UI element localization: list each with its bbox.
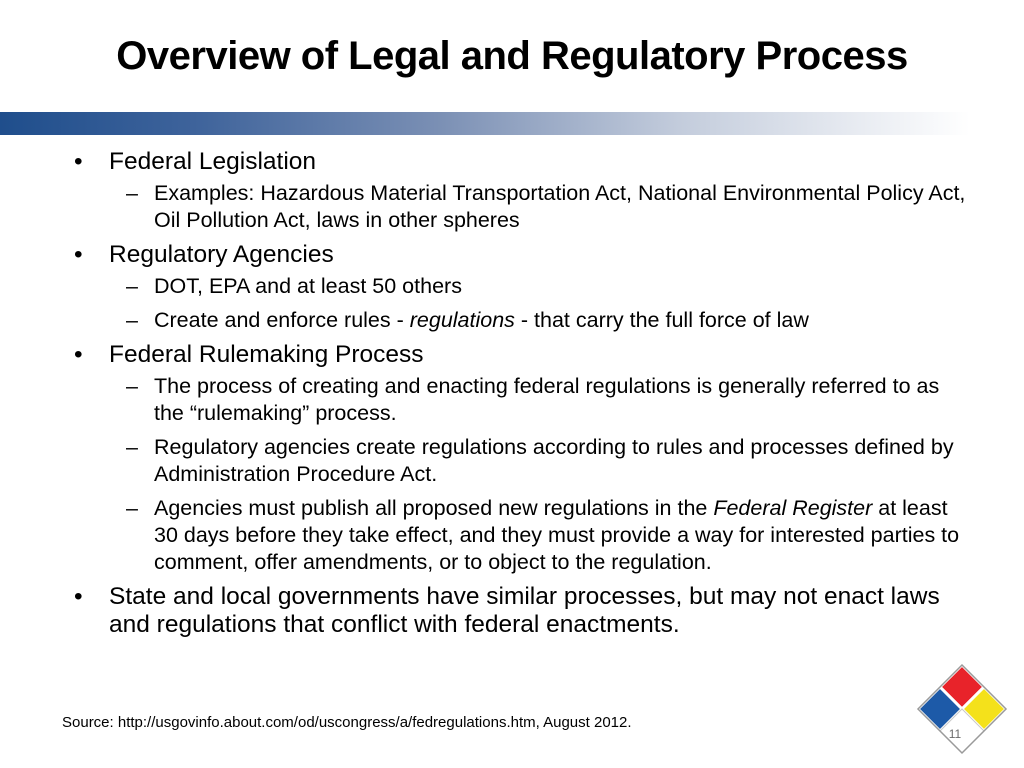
bullet-federal-rulemaking bbox=[70, 341, 970, 369]
sub-bullet-federal-register bbox=[70, 495, 970, 576]
dash-marker: – bbox=[126, 435, 138, 459]
hazard-diamond-icon bbox=[912, 662, 1012, 762]
sub-bullet-agencies-list bbox=[70, 273, 970, 300]
sub-bullet-create-rules bbox=[70, 307, 970, 334]
sub-bullet-text: Examples: Hazardous Material Transportation Act, National Environmental Policy Act, Oil Pollution Act, laws in other spheres bbox=[154, 181, 966, 232]
bullet-text: Federal Rulemaking Process bbox=[109, 341, 424, 368]
sub-bullet-text: Regulatory agencies create regulations according to rules and processes defined by Administration Procedure Act. bbox=[154, 435, 954, 486]
sub-bullet-examples bbox=[70, 180, 970, 234]
dash-marker: – bbox=[126, 496, 138, 520]
dash-marker: – bbox=[126, 274, 138, 298]
sub-bullet-text-italic: regulations bbox=[409, 308, 515, 332]
sub-bullet-text: The process of creating and enacting federal regulations is generally referred to as the “rulemaking” process. bbox=[154, 374, 940, 425]
bullet-marker: • bbox=[74, 583, 83, 610]
bullet-text: State and local governments have similar processes, but may not enact laws and regulations that conflict with federal enactments. bbox=[109, 583, 940, 638]
title-gradient-bar bbox=[0, 112, 970, 135]
sub-bullet-text: DOT, EPA and at least 50 others bbox=[154, 274, 462, 298]
sub-bullet-text-after: at least 30 days before they take effect, and they must provide a way for interested parties to comment, offer amendments, or to object to the regulation. bbox=[154, 496, 960, 574]
bullet-text: Regulatory Agencies bbox=[109, 241, 334, 268]
sub-bullet-rulemaking-process bbox=[70, 373, 970, 427]
bullet-list bbox=[70, 148, 970, 643]
bullet-regulatory-agencies bbox=[70, 241, 970, 269]
bullet-marker: • bbox=[74, 148, 83, 175]
bullet-marker: • bbox=[74, 241, 83, 268]
source-citation: Source: http://usgovinfo.about.com/od/uscongress/a/fedregulations.htm, August 2012. bbox=[62, 714, 632, 731]
sub-bullet-text-before: Create and enforce rules - bbox=[154, 308, 410, 332]
sub-bullet-apa bbox=[70, 434, 970, 488]
page-number: 11 bbox=[948, 727, 962, 741]
bullet-state-local bbox=[70, 583, 970, 639]
dash-marker: – bbox=[126, 374, 138, 398]
sub-bullet-text-before: Agencies must publish all proposed new regulations in the bbox=[154, 496, 714, 520]
dash-marker: – bbox=[126, 308, 138, 332]
sub-bullet-text-after: - that carry the full force of law bbox=[514, 308, 809, 332]
slide-title: Overview of Legal and Regulatory Process bbox=[116, 34, 908, 78]
bullet-text: Federal Legislation bbox=[109, 148, 317, 175]
bullet-federal-legislation bbox=[70, 148, 970, 176]
dash-marker: – bbox=[126, 181, 138, 205]
bullet-marker: • bbox=[74, 341, 83, 368]
sub-bullet-text-italic: Federal Register bbox=[713, 496, 873, 520]
